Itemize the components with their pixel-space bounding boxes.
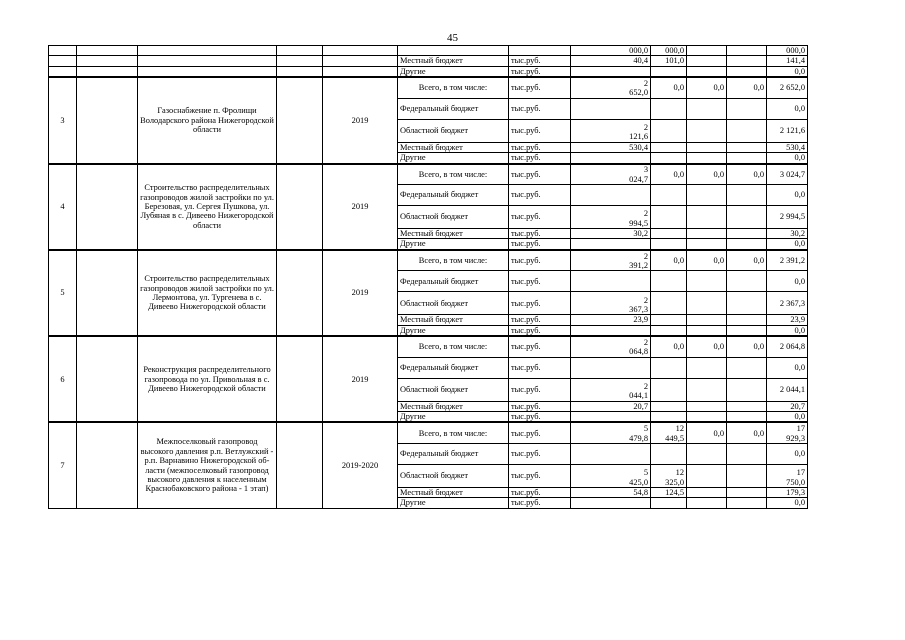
row-label: Другие <box>398 412 509 423</box>
value-cell: 0,0 <box>767 443 808 464</box>
unit-cell: тыс.руб. <box>509 422 571 443</box>
value-cell: 000,0 <box>651 46 687 56</box>
value-cell <box>651 325 687 336</box>
value-cell: 30,2 <box>767 229 808 239</box>
row-label: Местный бюджет <box>398 56 509 66</box>
value-cell: 0,0 <box>651 164 687 185</box>
unit-cell: тыс.руб. <box>509 315 571 325</box>
row-label: Другие <box>398 325 509 336</box>
value-cell <box>571 239 651 250</box>
value-cell <box>687 357 727 378</box>
value-cell <box>687 153 727 164</box>
table-row <box>49 422 853 443</box>
row-label: Областной бюджет <box>398 206 509 229</box>
value-cell <box>687 443 727 464</box>
empty-cell <box>138 46 277 56</box>
object-name: Реконструкция распределительного газопровода по ул. Привольная в с. Дивеево Нижегородской области <box>138 336 277 422</box>
row-label: Федеральный бюджет <box>398 443 509 464</box>
value-cell <box>651 239 687 250</box>
value-cell: 12 449,5 <box>651 422 687 443</box>
unit-cell <box>509 46 571 56</box>
value-cell: 2 064,8 <box>571 336 651 357</box>
value-cell: 530,4 <box>571 142 651 152</box>
empty-cell <box>277 77 323 163</box>
value-cell: 23,9 <box>571 315 651 325</box>
value-cell <box>651 357 687 378</box>
value-cell: 2 391,2 <box>767 250 808 271</box>
unit-cell: тыс.руб. <box>509 153 571 164</box>
value-cell <box>651 498 687 508</box>
row-number: 7 <box>49 422 77 508</box>
value-cell: 101,0 <box>651 56 687 66</box>
empty-cell <box>323 46 398 56</box>
value-cell <box>651 98 687 119</box>
value-cell <box>571 443 651 464</box>
row-label: Всего, в том числе: <box>398 164 509 185</box>
value-cell: 20,7 <box>571 401 651 411</box>
value-cell <box>727 119 767 142</box>
row-label: Всего, в том числе: <box>398 77 509 98</box>
value-cell: 2 044,1 <box>767 378 808 401</box>
table-row <box>49 164 853 185</box>
value-cell <box>727 325 767 336</box>
value-cell <box>727 66 767 77</box>
value-cell <box>651 229 687 239</box>
value-cell <box>687 292 727 315</box>
value-cell <box>687 239 727 250</box>
unit-cell: тыс.руб. <box>509 464 571 487</box>
empty-cell <box>77 56 138 66</box>
value-cell <box>687 98 727 119</box>
value-cell <box>571 98 651 119</box>
unit-cell: тыс.руб. <box>509 164 571 185</box>
value-cell <box>727 206 767 229</box>
value-cell: 2 652,0 <box>767 77 808 98</box>
value-cell: 0,0 <box>651 77 687 98</box>
value-cell <box>727 142 767 152</box>
value-cell: 0,0 <box>767 357 808 378</box>
value-cell: 12 325,0 <box>651 464 687 487</box>
value-cell <box>687 142 727 152</box>
row-label: Федеральный бюджет <box>398 271 509 292</box>
empty-cell <box>323 56 398 66</box>
value-cell <box>727 412 767 423</box>
unit-cell: тыс.руб. <box>509 412 571 423</box>
value-cell: 0,0 <box>767 239 808 250</box>
value-cell: 2 121,6 <box>767 119 808 142</box>
empty-cell <box>138 66 277 77</box>
value-cell <box>687 271 727 292</box>
unit-cell: тыс.руб. <box>509 98 571 119</box>
empty-cell <box>277 422 323 508</box>
value-cell: 40,4 <box>571 56 651 66</box>
value-cell: 2 391,2 <box>571 250 651 271</box>
value-cell <box>687 185 727 206</box>
value-cell: 0,0 <box>767 66 808 77</box>
value-cell <box>571 185 651 206</box>
unit-cell: тыс.руб. <box>509 250 571 271</box>
value-cell <box>687 66 727 77</box>
empty-cell <box>277 46 323 56</box>
row-label: Местный бюджет <box>398 315 509 325</box>
value-cell <box>687 464 727 487</box>
empty-cell <box>277 164 323 250</box>
value-cell <box>727 153 767 164</box>
unit-cell: тыс.руб. <box>509 66 571 77</box>
value-cell <box>651 206 687 229</box>
row-number: 3 <box>49 77 77 163</box>
row-label: Всего, в том числе: <box>398 422 509 443</box>
value-cell: 179,3 <box>767 487 808 497</box>
value-cell: 0,0 <box>687 336 727 357</box>
table-row <box>49 66 853 77</box>
page-number: 45 <box>447 32 458 44</box>
value-cell: 30,2 <box>571 229 651 239</box>
value-cell <box>687 56 727 66</box>
value-cell <box>687 119 727 142</box>
unit-cell: тыс.руб. <box>509 56 571 66</box>
value-cell <box>727 378 767 401</box>
value-cell: 5 479,8 <box>571 422 651 443</box>
object-name: Строительство распределительных газопроводов жилой застройки по ул. Березовая, ул. Сергея Пушкова, ул. Лубяная в с. Дивеево Нижегородской области <box>138 164 277 250</box>
value-cell <box>687 401 727 411</box>
row-label: Федеральный бюджет <box>398 98 509 119</box>
year-cell: 2019 <box>323 250 398 336</box>
value-cell <box>727 315 767 325</box>
empty-cell <box>277 56 323 66</box>
row-label: Местный бюджет <box>398 401 509 411</box>
value-cell <box>727 357 767 378</box>
year-cell: 2019 <box>323 164 398 250</box>
value-cell: 0,0 <box>687 77 727 98</box>
value-cell: 000,0 <box>767 46 808 56</box>
unit-cell: тыс.руб. <box>509 271 571 292</box>
value-cell <box>651 153 687 164</box>
row-label: Областной бюджет <box>398 378 509 401</box>
empty-cell <box>277 66 323 77</box>
empty-cell <box>49 66 77 77</box>
value-cell: 0,0 <box>727 164 767 185</box>
value-cell <box>651 185 687 206</box>
row-number: 5 <box>49 250 77 336</box>
empty-cell <box>77 164 138 250</box>
value-cell <box>571 412 651 423</box>
value-cell: 0,0 <box>651 336 687 357</box>
value-cell <box>687 487 727 497</box>
value-cell: 3 024,7 <box>767 164 808 185</box>
year-cell: 2019 <box>323 77 398 163</box>
table-row <box>49 250 853 271</box>
empty-cell <box>277 336 323 422</box>
value-cell: 54,8 <box>571 487 651 497</box>
row-label: Другие <box>398 498 509 508</box>
value-cell <box>727 401 767 411</box>
unit-cell: тыс.руб. <box>509 185 571 206</box>
value-cell: 2 121,6 <box>571 119 651 142</box>
value-cell: 0,0 <box>687 164 727 185</box>
value-cell <box>687 229 727 239</box>
unit-cell: тыс.руб. <box>509 142 571 152</box>
row-label <box>398 46 509 56</box>
value-cell <box>571 325 651 336</box>
row-label: Всего, в том числе: <box>398 250 509 271</box>
value-cell <box>727 464 767 487</box>
year-cell: 2019 <box>323 336 398 422</box>
value-cell <box>571 66 651 77</box>
value-cell: 124,5 <box>651 487 687 497</box>
value-cell: 20,7 <box>767 401 808 411</box>
table-row <box>49 56 853 66</box>
empty-cell <box>77 422 138 508</box>
unit-cell: тыс.руб. <box>509 239 571 250</box>
row-number: 6 <box>49 336 77 422</box>
value-cell: 5 425,0 <box>571 464 651 487</box>
value-cell: 23,9 <box>767 315 808 325</box>
value-cell <box>687 315 727 325</box>
unit-cell: тыс.руб. <box>509 401 571 411</box>
value-cell <box>687 206 727 229</box>
value-cell <box>651 66 687 77</box>
value-cell <box>651 315 687 325</box>
value-cell <box>727 98 767 119</box>
unit-cell: тыс.руб. <box>509 119 571 142</box>
empty-cell <box>49 56 77 66</box>
value-cell <box>651 271 687 292</box>
value-cell <box>651 119 687 142</box>
value-cell <box>571 357 651 378</box>
value-cell: 2 994,5 <box>571 206 651 229</box>
value-cell: 0,0 <box>767 185 808 206</box>
value-cell: 0,0 <box>767 271 808 292</box>
unit-cell: тыс.руб. <box>509 325 571 336</box>
object-name: Газоснабжение п. Фролищи Володарского района Нижегородской области <box>138 77 277 163</box>
value-cell: 0,0 <box>767 153 808 164</box>
value-cell <box>727 239 767 250</box>
row-label: Другие <box>398 153 509 164</box>
value-cell: 0,0 <box>727 422 767 443</box>
value-cell: 0,0 <box>687 250 727 271</box>
value-cell: 0,0 <box>727 336 767 357</box>
unit-cell: тыс.руб. <box>509 77 571 98</box>
unit-cell: тыс.руб. <box>509 357 571 378</box>
value-cell: 17 929,3 <box>767 422 808 443</box>
table-row <box>49 77 853 98</box>
value-cell <box>687 412 727 423</box>
value-cell <box>687 325 727 336</box>
row-label: Всего, в том числе: <box>398 336 509 357</box>
value-cell <box>651 142 687 152</box>
row-label: Местный бюджет <box>398 487 509 497</box>
row-label: Федеральный бюджет <box>398 357 509 378</box>
value-cell: 000,0 <box>571 46 651 56</box>
row-label: Местный бюджет <box>398 229 509 239</box>
value-cell <box>687 498 727 508</box>
value-cell <box>651 401 687 411</box>
value-cell: 0,0 <box>651 250 687 271</box>
value-cell: 0,0 <box>727 250 767 271</box>
value-cell <box>727 56 767 66</box>
value-cell: 0,0 <box>687 422 727 443</box>
value-cell: 0,0 <box>767 498 808 508</box>
empty-cell <box>77 250 138 336</box>
row-label: Другие <box>398 239 509 250</box>
object-name: Межпоселковый газопровод высокого давления р.п. Ветлужский - р.п. Варнавино Нижегородской области (межпоселковый газопровод высокого давления к населенным Краснобаковского района - 1 этап) <box>138 422 277 508</box>
row-label: Областной бюджет <box>398 464 509 487</box>
value-cell <box>727 229 767 239</box>
value-cell <box>727 292 767 315</box>
empty-cell <box>77 46 138 56</box>
row-number: 4 <box>49 164 77 250</box>
value-cell: 2 367,3 <box>571 292 651 315</box>
empty-cell <box>77 336 138 422</box>
value-cell <box>571 271 651 292</box>
budget-table <box>48 45 853 509</box>
value-cell: 530,4 <box>767 142 808 152</box>
value-cell: 17 750,0 <box>767 464 808 487</box>
object-name: Строительство распределительных газопроводов жилой застройки по ул. Лермонтова, ул. Тургенева в с. Дивеево Нижегородской области <box>138 250 277 336</box>
value-cell <box>727 498 767 508</box>
value-cell: 2 367,3 <box>767 292 808 315</box>
value-cell: 2 652,0 <box>571 77 651 98</box>
value-cell <box>651 443 687 464</box>
value-cell <box>651 378 687 401</box>
table-row <box>49 336 853 357</box>
value-cell <box>687 378 727 401</box>
value-cell: 0,0 <box>727 77 767 98</box>
empty-cell <box>277 250 323 336</box>
unit-cell: тыс.руб. <box>509 378 571 401</box>
empty-cell <box>77 77 138 163</box>
value-cell <box>727 487 767 497</box>
row-label: Другие <box>398 66 509 77</box>
value-cell: 141,4 <box>767 56 808 66</box>
unit-cell: тыс.руб. <box>509 206 571 229</box>
unit-cell: тыс.руб. <box>509 487 571 497</box>
year-cell: 2019-2020 <box>323 422 398 508</box>
value-cell: 2 994,5 <box>767 206 808 229</box>
value-cell: 2 064,8 <box>767 336 808 357</box>
row-label: Местный бюджет <box>398 142 509 152</box>
value-cell <box>727 46 767 56</box>
value-cell: 0,0 <box>767 412 808 423</box>
value-cell <box>571 498 651 508</box>
unit-cell: тыс.руб. <box>509 443 571 464</box>
value-cell <box>571 153 651 164</box>
value-cell: 0,0 <box>767 325 808 336</box>
unit-cell: тыс.руб. <box>509 336 571 357</box>
row-label: Областной бюджет <box>398 292 509 315</box>
value-cell <box>687 46 727 56</box>
value-cell: 0,0 <box>767 98 808 119</box>
empty-cell <box>138 56 277 66</box>
value-cell <box>727 271 767 292</box>
value-cell <box>727 443 767 464</box>
value-cell: 2 044,1 <box>571 378 651 401</box>
table-row <box>49 46 853 56</box>
value-cell: 3 024,7 <box>571 164 651 185</box>
empty-cell <box>49 46 77 56</box>
row-label: Областной бюджет <box>398 119 509 142</box>
empty-cell <box>323 66 398 77</box>
value-cell <box>651 292 687 315</box>
unit-cell: тыс.руб. <box>509 292 571 315</box>
value-cell <box>727 185 767 206</box>
unit-cell: тыс.руб. <box>509 229 571 239</box>
unit-cell: тыс.руб. <box>509 498 571 508</box>
empty-cell <box>77 66 138 77</box>
value-cell <box>651 412 687 423</box>
row-label: Федеральный бюджет <box>398 185 509 206</box>
